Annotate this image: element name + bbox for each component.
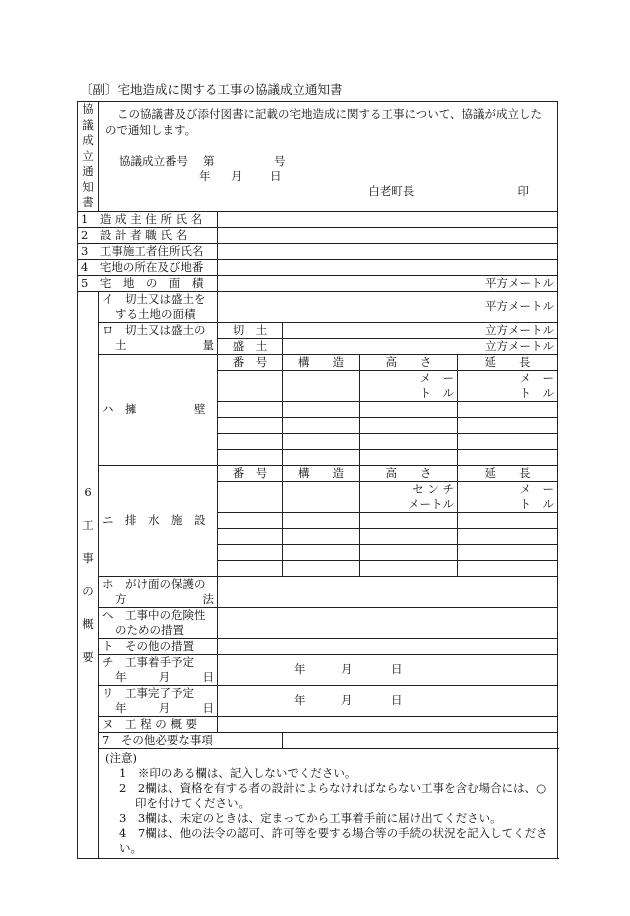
row-5-label: 5 宅 地 の 面 積 (78, 275, 218, 291)
ni-4-no[interactable] (218, 544, 283, 560)
row-3-label: 3 工事施工者住所氏名 (78, 243, 218, 259)
agreement-number-label: 協議成立番号 (119, 154, 188, 168)
mayor-label: 白老町長 (368, 184, 415, 198)
row-4-label: 4 宅地の所在及び地番 (78, 259, 218, 275)
row-6-ri (78, 685, 558, 716)
ha-5-struct[interactable] (283, 449, 360, 465)
row-1-label: 1 造 成 主 住 所 氏 名 (78, 211, 218, 227)
row-2 (78, 227, 558, 243)
row-5-value[interactable]: 平方メートル (218, 275, 558, 291)
mori-label: 盛 土 (218, 338, 283, 354)
ha-5-height[interactable] (360, 449, 458, 465)
ni-col-length: 延 長 (458, 465, 558, 481)
row-4-value[interactable] (218, 259, 558, 275)
section-6-vertical-label: 6 工 事 の 概 要 (78, 291, 99, 858)
row-3-value[interactable] (218, 243, 558, 259)
ni-col-struct: 構 造 (283, 465, 360, 481)
ni-4-struct[interactable] (283, 544, 360, 560)
ni-3-no[interactable] (218, 528, 283, 544)
seal-label: 印 (517, 184, 530, 198)
intro-text: この協議書及び添付図書に記載の宅地造成に関する工事について、協議が成立したので通知します。 (105, 107, 543, 137)
ni-1-length[interactable]: メ ー ト ル (458, 481, 558, 512)
ni-1-struct[interactable] (283, 481, 360, 512)
row-5 (78, 275, 558, 291)
row-6-ri-label: リ 工事完了予定 年 月 日 (99, 685, 218, 716)
date-day-label: 日 (270, 169, 282, 183)
row-6-ri-value[interactable]: 年 月 日 (218, 685, 558, 716)
ha-2-height[interactable] (360, 401, 458, 417)
date-year-label: 年 (199, 169, 211, 183)
ni-5-struct[interactable] (283, 560, 360, 576)
ha-1-struct[interactable] (283, 370, 360, 401)
header-vertical-label: 協 議 成 立 通 知 書 (78, 102, 99, 212)
row-6-i-value[interactable]: 平方メートル (218, 291, 558, 322)
row-6-ho-value[interactable] (218, 576, 558, 607)
ha-3-struct[interactable] (283, 417, 360, 433)
header-body (99, 102, 558, 212)
date-month-label: 月 (231, 169, 243, 183)
ha-4-length[interactable] (458, 433, 558, 449)
ha-4-height[interactable] (360, 433, 458, 449)
row-6-to-label: ト その他の措置 (99, 638, 218, 654)
row-6-he-label: へ 工事中の危険性 のための措置 (99, 607, 218, 638)
row-3 (78, 243, 558, 259)
row-6-chi (78, 654, 558, 685)
mori-value[interactable]: 立方メートル (283, 338, 558, 354)
kiri-value[interactable]: 立方メートル (283, 322, 558, 338)
row-6-ha-label: ハ 擁 壁 (99, 354, 218, 465)
ni-2-height[interactable] (360, 512, 458, 528)
go-label: 号 (274, 154, 286, 168)
ha-3-length[interactable] (458, 417, 558, 433)
ni-5-no[interactable] (218, 560, 283, 576)
row-4 (78, 259, 558, 275)
row-6-nu-value[interactable] (218, 716, 558, 732)
ha-3-no[interactable] (218, 417, 283, 433)
row-1-value[interactable] (218, 211, 558, 227)
kiri-label: 切 土 (218, 322, 283, 338)
ni-col-no: 番 号 (218, 465, 283, 481)
note-4: 4 7欄は、他の法令の認可、許可等を要する場合等の手続の状況を記入してください。 (119, 825, 548, 855)
row-1 (78, 211, 558, 227)
row-2-label: 2 設 計 者 職 氏 名 (78, 227, 218, 243)
row-6-to (78, 638, 558, 654)
row-6-ni-label: ニ 排 水 施 設 (99, 465, 218, 576)
note-2: 2 2欄は、資格を有する者の設計によらなければならない工事を含む場合には、○印を付けてください。 (119, 780, 547, 810)
note-1: 1 ※印のある欄は、記入しないでください。 (119, 765, 357, 780)
ha-2-no[interactable] (218, 401, 283, 417)
dai-label: 第 (203, 154, 215, 168)
header-row (78, 102, 558, 212)
ha-1-no[interactable] (218, 370, 283, 401)
ni-1-height[interactable]: セ ン チ メートル (360, 481, 458, 512)
ni-col-height: 高 さ (360, 465, 458, 481)
agreement-number (105, 154, 551, 169)
signature-line (105, 184, 551, 199)
ni-5-length[interactable] (458, 560, 558, 576)
ha-1-length[interactable]: メ ー ト ル (458, 370, 558, 401)
notes-row (78, 748, 558, 858)
ni-3-height[interactable] (360, 528, 458, 544)
ha-1-height[interactable]: メ ー ト ル (360, 370, 458, 401)
ha-4-no[interactable] (218, 433, 283, 449)
row-7-label: 7 その他必要な事項 (99, 732, 283, 748)
row-6-chi-label: チ 工事着手予定 年 月 日 (99, 654, 218, 685)
row-6-nu-label: ヌ 工 程 の 概 要 (99, 716, 218, 732)
ni-2-length[interactable] (458, 512, 558, 528)
ha-col-length: 延 長 (458, 354, 558, 370)
row-6-he-value[interactable] (218, 607, 558, 638)
row-6-ni-header (78, 465, 558, 481)
document-title: 〔副〕宅地造成に関する工事の協議成立通知書 (80, 82, 343, 97)
row-6-ho-label: ホ がけ面の保護の 方 法 (99, 576, 218, 607)
ni-4-length[interactable] (458, 544, 558, 560)
row-6-i-label: イ 切土又は盛土を する土地の面積 (99, 291, 218, 322)
ha-5-length[interactable] (458, 449, 558, 465)
ha-col-no: 番 号 (218, 354, 283, 370)
notes-heading: (注意) (105, 750, 137, 765)
row-6-to-value[interactable] (218, 638, 558, 654)
ni-5-height[interactable] (360, 560, 458, 576)
ha-col-struct: 構 造 (283, 354, 360, 370)
row-6-chi-value[interactable]: 年 月 日 (218, 654, 558, 685)
ni-3-struct[interactable] (283, 528, 360, 544)
row-7 (78, 732, 558, 748)
note-3: 3 3欄は、未定のときは、定まってから工事着手前に届け出てください。 (119, 810, 502, 825)
row-6-nu (78, 716, 558, 732)
ha-5-no[interactable] (218, 449, 283, 465)
ha-2-struct[interactable] (283, 401, 360, 417)
ni-4-height[interactable] (360, 544, 458, 560)
row-6-ro-1 (78, 322, 558, 338)
ha-col-height: 高 さ (360, 354, 458, 370)
row-7-value[interactable] (283, 732, 558, 748)
ni-2-no[interactable] (218, 512, 283, 528)
ni-2-struct[interactable] (283, 512, 360, 528)
row-2-value[interactable] (218, 227, 558, 243)
row-6-ha-header (78, 354, 558, 370)
row-6-ro-label: ロ 切土又は盛土の 土 量 (99, 322, 218, 354)
row-6-ho (78, 576, 558, 607)
issue-date (105, 169, 551, 184)
notification-form (77, 101, 558, 859)
ha-2-length[interactable] (458, 401, 558, 417)
ha-3-height[interactable] (360, 417, 458, 433)
ha-4-struct[interactable] (283, 433, 360, 449)
notes-block (99, 748, 558, 858)
row-6-he (78, 607, 558, 638)
row-6-i (78, 291, 558, 322)
ni-1-no[interactable] (218, 481, 283, 512)
ni-3-length[interactable] (458, 528, 558, 544)
